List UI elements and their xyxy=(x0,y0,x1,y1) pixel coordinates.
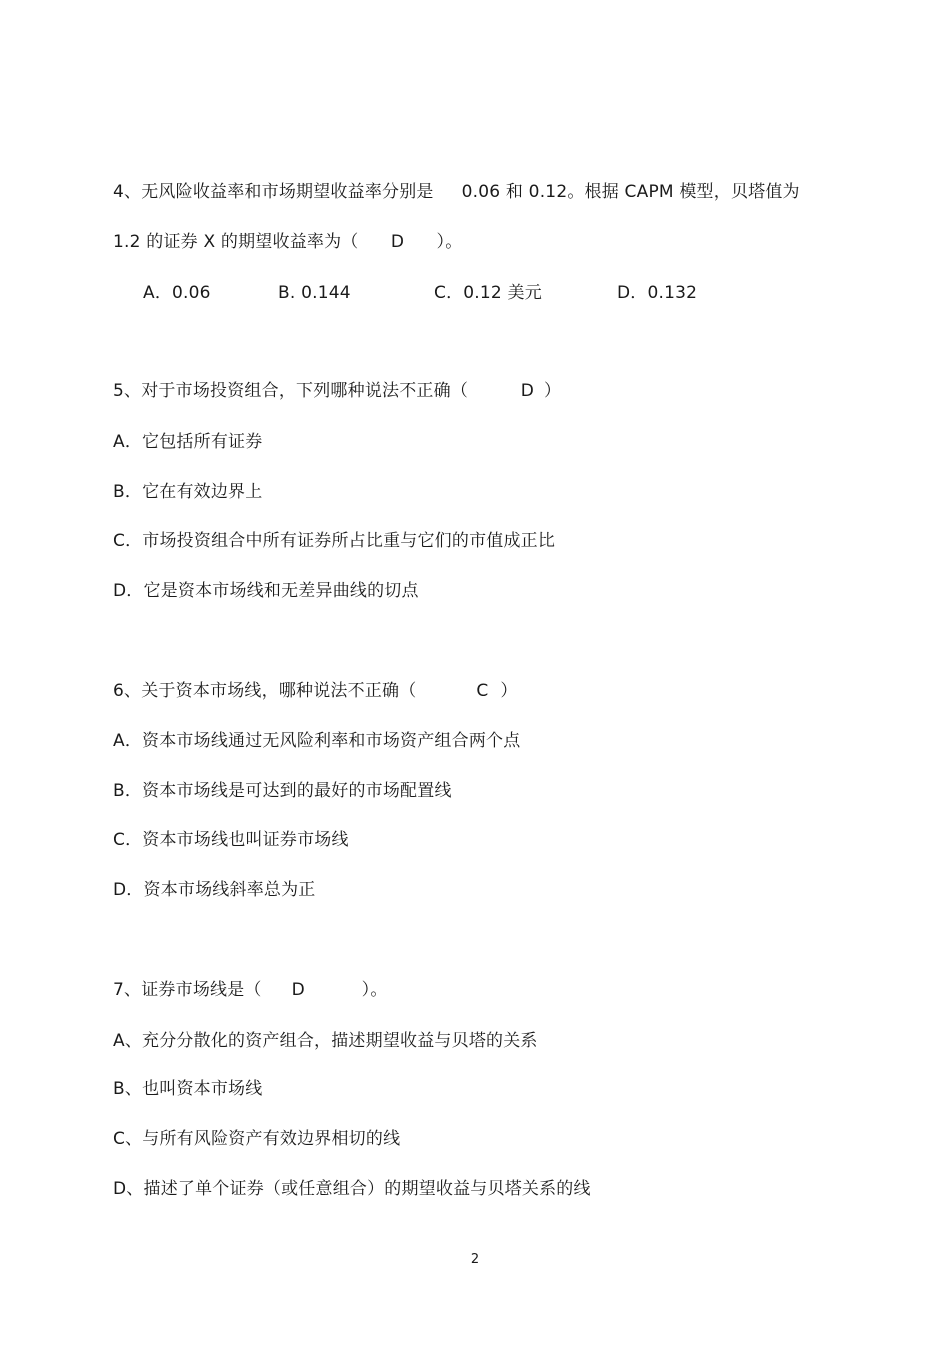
question-6-stem xyxy=(113,680,518,702)
question-5-option-a: A．它包括所有证券 xyxy=(113,432,263,452)
question-5-option-c: C．市场投资组合中所有证券所占比重与它们的市值成正比 xyxy=(113,531,556,551)
question-4-line-2 xyxy=(113,231,462,253)
question-6-option-d: D．资本市场线斜率总为正 xyxy=(113,880,316,900)
question-4-stem-part-3: 1.2 的证券 X 的期望收益率为（ xyxy=(113,232,359,252)
question-6-close: ） xyxy=(500,681,518,701)
question-7-option-b: B、也叫资本市场线 xyxy=(113,1079,263,1099)
question-4-option-c: C．0.12 美元 xyxy=(434,283,542,303)
question-6-option-a: A．资本市场线通过无风险利率和市场资产组合两个点 xyxy=(113,731,521,751)
question-4-stem-part-2: 0.06 和 0.12。根据 CAPM 模型，贝塔值为 xyxy=(461,182,800,202)
question-7-answer: D xyxy=(291,980,305,1000)
question-6-answer: C xyxy=(476,681,489,701)
question-7-option-c: C、与所有风险资产有效边界相切的线 xyxy=(113,1129,401,1149)
question-6-option-b: B．资本市场线是可达到的最好的市场配置线 xyxy=(113,781,452,801)
question-5-stem xyxy=(113,380,561,402)
question-4-option-a: A．0.06 xyxy=(143,283,211,303)
question-5-stem-text: 5、对于市场投资组合，下列哪种说法不正确（ xyxy=(113,381,469,401)
question-5-answer: D xyxy=(520,381,535,401)
question-7-option-a: A、充分分散化的资产组合，描述期望收益与贝塔的关系 xyxy=(113,1031,538,1051)
question-7-close: ）。 xyxy=(361,980,388,1000)
question-7-option-d: D、描述了单个证券（或任意组合）的期望收益与贝塔关系的线 xyxy=(113,1179,591,1199)
question-7-stem xyxy=(113,979,388,1001)
page-number: 2 xyxy=(470,1252,480,1267)
question-4-line-1 xyxy=(113,181,800,203)
question-5-option-b: B．它在有效边界上 xyxy=(113,482,263,502)
question-4-answer: D xyxy=(390,232,405,252)
question-4-options xyxy=(0,282,950,304)
question-5-option-d: D．它是资本市场线和无差异曲线的切点 xyxy=(113,581,419,601)
question-5-close: ） xyxy=(544,381,562,401)
question-4-close: ）。 xyxy=(436,232,463,252)
question-4-option-b: B. 0.144 xyxy=(278,283,351,303)
question-6-stem-text: 6、关于资本市场线，哪种说法不正确（ xyxy=(113,681,417,701)
question-4-option-d: D．0.132 xyxy=(617,283,698,303)
question-7-stem-text: 7、证券市场线是（ xyxy=(113,980,262,1000)
question-6-option-c: C．资本市场线也叫证券市场线 xyxy=(113,830,349,850)
question-4-stem-part-1: 4、无风险收益率和市场期望收益率分别是 xyxy=(113,182,434,202)
